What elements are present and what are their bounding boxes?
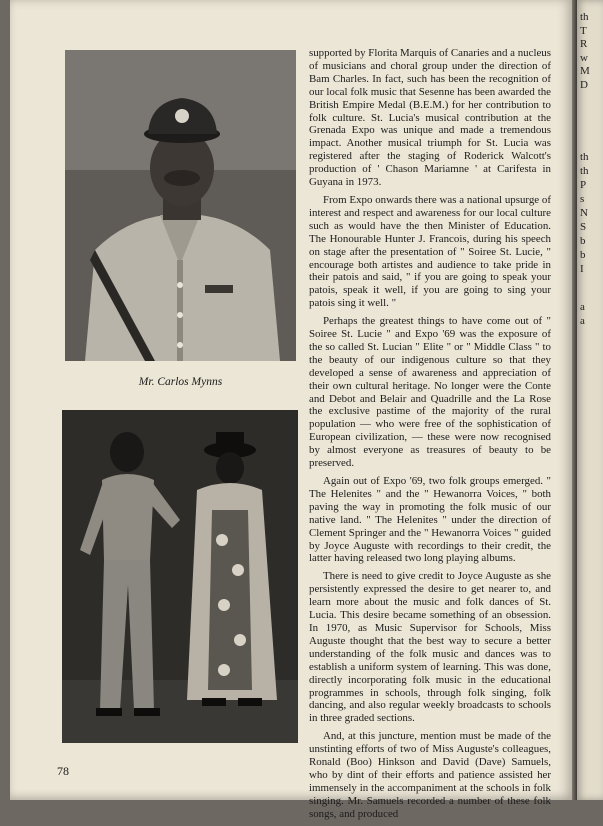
facing-page-fragment: b xyxy=(580,235,586,247)
paragraph-1: supported by Florita Marquis of Canaries and a nucleus of musicians and choral group under the direction of Bam Charles. In fact, such has been the recognition of our local folk music that Sesenne has been awarded the British Empire Medal (B.E.M.) for her contribution to folk culture. St. Lucia's musical contribution at the Grenada Expo was unique and made a tremendous impact. Another musical triumph for St. Lucia was registered after the staging of Roderick Walcott's production of ' Chason Mariamne ' at Carifesta in Guyana in 1973. xyxy=(309,47,551,189)
facing-page-fragment: S xyxy=(580,221,587,233)
facing-page-fragment: I xyxy=(580,263,584,275)
facing-page-fragment: s xyxy=(580,193,585,205)
photo-folk-performers xyxy=(62,410,298,743)
portrait-illustration xyxy=(65,50,296,361)
facing-page-fragment: T xyxy=(580,25,587,37)
paragraph-6: And, at this juncture, mention must be made of the unstinting efforts of two of Miss Auguste's colleagues, Ronald (Boo) Hinkson and David (Dave) Samuels, who by dint of their efforts and patience assisted her immensely in the accompaniment at the schools in folk singing. Mr. Samuels recorded a number of these folk songs, and produced xyxy=(309,730,551,820)
paragraph-2: From Expo onwards there was a national upsurge of interest and respect and awareness for our local culture such as would have the then Minister of Education. The Honourable Hunter J. Francois, during his speech on stage after the presentation of " Soiree St. Lucie, " encourage both artistes and audience to take pride in their patois and said, " if you are going to speak your patois, speak it well, if you are going to sing your patois sing it well. " xyxy=(309,193,551,310)
performers-illustration xyxy=(62,410,298,743)
article-column xyxy=(309,47,551,826)
facing-page-fragment: P xyxy=(580,179,587,191)
page-number: 78 xyxy=(57,764,69,778)
facing-page-fragment: th xyxy=(580,151,589,163)
photo-caption: Mr. Carlos Mynns xyxy=(138,376,223,388)
facing-page-fragment: M xyxy=(580,65,590,77)
facing-page-fragment: R xyxy=(580,38,588,50)
paragraph-3: Perhaps the greatest things to have come out of " Soiree St. Lucie " and Expo '69 was the exposure of the so called St. Lucian " Elite " or " Middle Class " to the beauty of our indigenous culture so that they developed a sense of awareness and appreciation of their own cultural heritage. No longer were the Conte and Debot and Belair and Quadrille and the La Rose the exclusive pastime of the majority of the rural population — who were free of the sophistication of European civilization, — these were now recognised by almost everyone as treasures of beauty to be preserved. xyxy=(309,315,551,470)
facing-page-fragment: w xyxy=(580,52,588,64)
facing-page-fragment: b xyxy=(580,249,586,261)
facing-page-edge xyxy=(576,0,603,800)
facing-page-fragment: a xyxy=(580,315,585,327)
facing-page-fragment: N xyxy=(580,207,588,219)
facing-page-fragment: th xyxy=(580,11,589,23)
paragraph-5: There is need to give credit to Joyce Auguste as she persistently expressed the desire to get nearer to, and learn more about the music and folk dances of St. Lucia. This desire became something of an obsession. In 1970, as Music Supervisor for Schools, Miss Auguste thought that the best way to secure a better understanding of the folk music and dances was to establish a uniform system of learning. This was done, directly incorporating folk music in the educational programmes in schools, through folk singing, folk dancing, and also regular weekly broadcasts to schools in three graded sections. xyxy=(309,570,551,725)
facing-page-fragment: a xyxy=(580,301,585,313)
photo-police-officer xyxy=(65,50,296,361)
paragraph-4: Again out of Expo '69, two folk groups emerged. " The Helenites " and the " Hewanorra Voices, " both paving the way in promoting the folk music of our native land. " The Helenites " under the direction of Clement Springer and the " Hewanorra Voices " guided by Joyce Auguste with recordings to their credit, the latter having released two long playing albums. xyxy=(309,475,551,565)
facing-page-fragment: th xyxy=(580,165,589,177)
facing-page-fragment: D xyxy=(580,79,588,91)
